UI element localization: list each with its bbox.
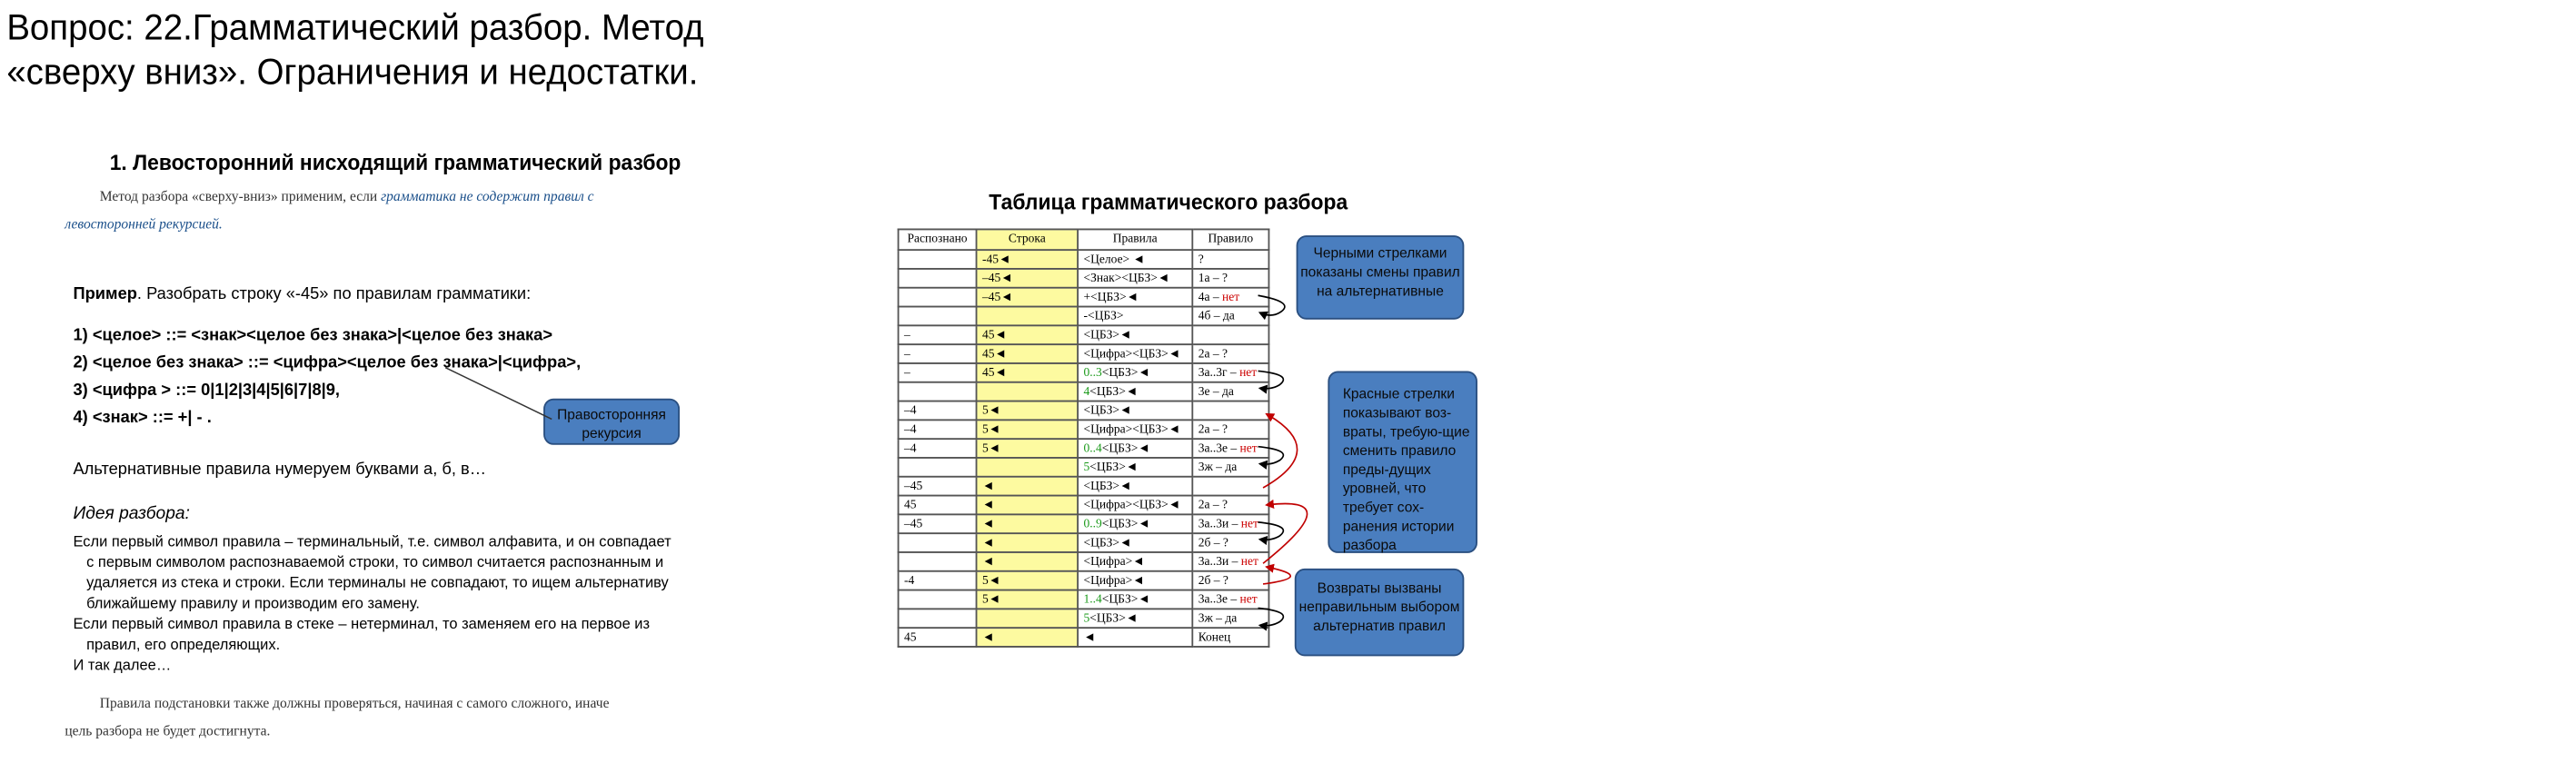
cell-string: 5◄ xyxy=(977,420,1079,439)
grammar-rule-3: 3) <цифра > ::= 0|1|2|3|4|5|6|7|8|9, xyxy=(73,381,341,401)
cell-string: ◄ xyxy=(977,533,1079,552)
cell-rules: 0..4<ЦБЗ>◄ xyxy=(1078,439,1192,458)
red-arrow-3 xyxy=(1263,567,1290,584)
cell-rules: 5<ЦБЗ>◄ xyxy=(1078,458,1192,477)
cell-rules: ◄ xyxy=(1078,628,1192,647)
cell-recognized: 45 xyxy=(899,628,977,647)
cell-rule: 2а – ? xyxy=(1192,344,1268,363)
intro-plain: Метод разбора «сверху-вниз» применим, если xyxy=(99,187,382,205)
cell-string: –45◄ xyxy=(977,269,1079,288)
callout-red-arrows: Красные стрелки показывают воз-враты, требую-щие сменить правило преды-дущих уровней, что требует сох-ранения истории разбора xyxy=(1328,371,1477,552)
cell-string: 45◄ xyxy=(977,363,1079,382)
cell-rules: -<ЦБЗ> xyxy=(1078,307,1192,326)
cell-recognized: –45 xyxy=(899,514,977,533)
cell-rules: <ЦБЗ>◄ xyxy=(1078,533,1192,552)
table-title: Таблица грамматического разбора xyxy=(989,190,1348,215)
grammar-rule-1: 1) <целое> ::= <знак><целое без знака>|<целое без знака> xyxy=(73,326,553,346)
cell-recognized: –4 xyxy=(899,439,977,458)
cell-rules: <Цифра><ЦБЗ>◄ xyxy=(1078,496,1192,515)
question-title: Вопрос: 22.Грамматический разбор. Метод «сверху вниз». Ограничения и недостатки. xyxy=(6,8,704,94)
cell-rule: 2а – ? xyxy=(1192,496,1268,515)
cell-rules: <Цифра><ЦБЗ>◄ xyxy=(1078,344,1192,363)
cell-recognized: – xyxy=(899,344,977,363)
cell-recognized: – xyxy=(899,325,977,344)
header-string: Строка xyxy=(977,229,1079,250)
cell-rule: 3ж – да xyxy=(1192,609,1268,628)
cell-rule: 3а..3и – нет xyxy=(1192,552,1268,571)
cell-recognized: 45 xyxy=(899,496,977,515)
grammar-rule-4: 4) <знак> ::= +| - . xyxy=(73,409,212,428)
cell-string: 45◄ xyxy=(977,325,1079,344)
cell-string: ◄ xyxy=(977,628,1079,647)
cell-rules: <ЦБЗ>◄ xyxy=(1078,325,1192,344)
recursion-pointer xyxy=(445,368,552,420)
black-arrow-2 xyxy=(1258,371,1284,388)
cell-rule: 3а..3е – нет xyxy=(1192,439,1268,458)
cell-rule: 3ж – да xyxy=(1192,458,1268,477)
alternatives-note: Альтернативные правила нумеруем буквами а, б, в… xyxy=(73,460,487,480)
header-rules: Правила xyxy=(1078,229,1192,250)
cell-rules: <Цифра>◄ xyxy=(1078,552,1192,571)
cell-string: 5◄ xyxy=(977,439,1079,458)
footer-line-2: цель разбора не будет достигнута. xyxy=(65,721,271,739)
cell-rules: 1..4<ЦБЗ>◄ xyxy=(1078,590,1192,609)
cell-string: -45◄ xyxy=(977,250,1079,269)
intro-italic: грамматика не содержит правил с xyxy=(381,187,594,205)
cell-rule: 3а..3и – нет xyxy=(1192,514,1268,533)
idea-line: Если первый символ правила в стеке – нетерминал, то заменяем его на первое из xyxy=(73,614,651,632)
cell-rules: 4<ЦБЗ>◄ xyxy=(1078,382,1192,401)
idea-line: ближайшему правилу и производим его замену. xyxy=(86,594,420,612)
red-arrow-2 xyxy=(1263,503,1307,563)
footer-line-1: Правила подстановки также должны проверяться, начиная с самого сложного, иначе xyxy=(99,693,610,711)
intro-line-2: левосторонней рекурсией. xyxy=(65,214,223,233)
black-arrow-4 xyxy=(1258,522,1284,540)
idea-heading: Идея разбора: xyxy=(73,503,190,524)
cell-rule: 2б – ? xyxy=(1192,571,1268,590)
cell-rules: <Целое> ◄ xyxy=(1078,250,1192,269)
cell-rule: Конец xyxy=(1192,628,1268,647)
idea-line: правил, его определяющих. xyxy=(86,635,281,653)
idea-line: удаляется из стека и строки. Если терминалы не совпадают, то ищем альтернативу xyxy=(86,573,669,591)
cell-rules: <Знак><ЦБЗ>◄ xyxy=(1078,269,1192,288)
cell-string: 45◄ xyxy=(977,344,1079,363)
cell-rules: +<ЦБЗ>◄ xyxy=(1078,288,1192,307)
idea-line: И так далее… xyxy=(73,656,172,674)
cell-rule: ? xyxy=(1192,250,1268,269)
header-rule: Правило xyxy=(1192,229,1268,250)
cell-rule: 3е – да xyxy=(1192,382,1268,401)
cell-rules: <ЦБЗ>◄ xyxy=(1078,401,1192,421)
cell-rules: <Цифра><ЦБЗ>◄ xyxy=(1078,420,1192,439)
cell-string: ◄ xyxy=(977,496,1079,515)
cell-recognized: –4 xyxy=(899,401,977,421)
callout-recursion: Правосторонняя рекурсия xyxy=(543,399,680,445)
cell-rule: 2а – ? xyxy=(1192,420,1268,439)
cell-string: 5◄ xyxy=(977,571,1079,590)
cell-rule: 4а – нет xyxy=(1192,288,1268,307)
cell-rule: 3а..3г – нет xyxy=(1192,363,1268,382)
idea-line: с первым символом распознаваемой строки, то символ считается распознанным и xyxy=(86,552,664,570)
cell-recognized: –45 xyxy=(899,477,977,496)
cell-string: ◄ xyxy=(977,477,1079,496)
cell-rules: 5<ЦБЗ>◄ xyxy=(1078,609,1192,628)
callout-returns: Возвраты вызваны неправильным выбором альтернатив правил xyxy=(1295,569,1465,656)
cell-rule: 1а – ? xyxy=(1192,269,1268,288)
example-bold: Пример xyxy=(73,284,137,304)
cell-recognized: -4 xyxy=(899,571,977,590)
cell-string: ◄ xyxy=(977,514,1079,533)
cell-rules: <Цифра>◄ xyxy=(1078,571,1192,590)
cell-rule: 4б – да xyxy=(1192,307,1268,326)
cell-rule: 2б – ? xyxy=(1192,533,1268,552)
grammar-rule-2: 2) <целое без знака> ::= <цифра><целое без знака>|<цифра>, xyxy=(73,353,582,373)
black-arrow-3 xyxy=(1258,447,1284,464)
cell-string: ◄ xyxy=(977,552,1079,571)
header-recognized: Распознано xyxy=(899,229,977,250)
cell-string: 5◄ xyxy=(977,401,1079,421)
black-arrow-1 xyxy=(1258,295,1285,315)
cell-rules: 0..9<ЦБЗ>◄ xyxy=(1078,514,1192,533)
section-heading: 1. Левосторонний нисходящий грамматический разбор xyxy=(109,151,681,175)
callout-black-arrows: Черными стрелками показаны смены правил на альтернативные xyxy=(1297,235,1465,320)
cell-rule: 3а..3е – нет xyxy=(1192,590,1268,609)
cell-recognized: –4 xyxy=(899,420,977,439)
cell-string: 5◄ xyxy=(977,590,1079,609)
cell-recognized: – xyxy=(899,363,977,382)
idea-line: Если первый символ правила – терминальный, т.е. символ алфавита, и он совпадает xyxy=(73,532,671,550)
cell-rules: 0..3<ЦБЗ>◄ xyxy=(1078,363,1192,382)
black-arrow-5 xyxy=(1258,608,1284,625)
cell-rules: <ЦБЗ>◄ xyxy=(1078,477,1192,496)
example-text: . Разобрать строку «-45» по правилам грамматики: xyxy=(136,284,532,304)
cell-string: –45◄ xyxy=(977,288,1079,307)
